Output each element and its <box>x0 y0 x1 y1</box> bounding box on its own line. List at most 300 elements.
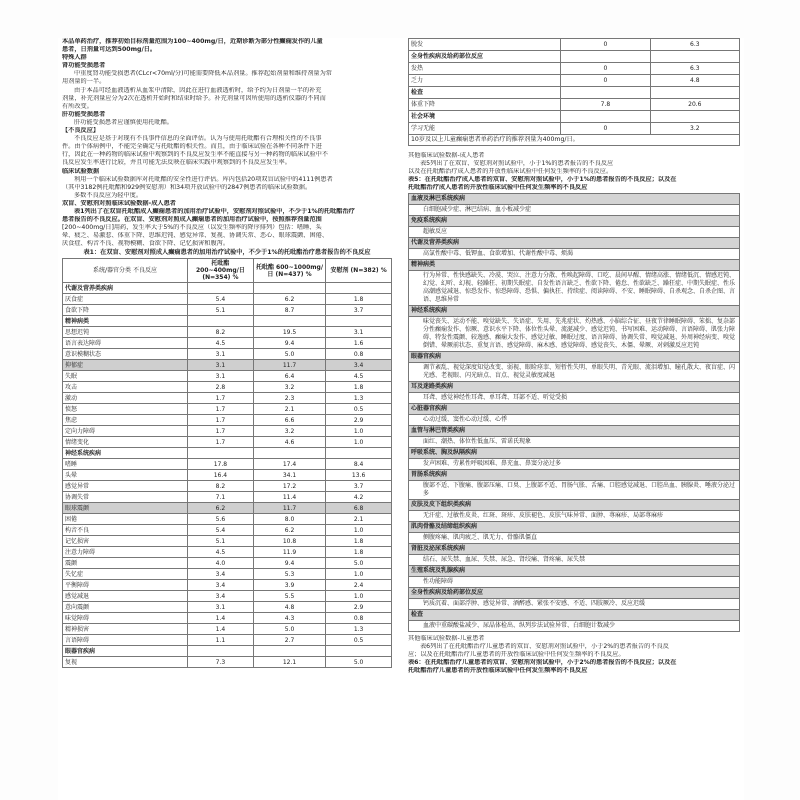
row-label: 思想迟钝 <box>63 327 188 338</box>
soc-title: 免疫系统疾病 <box>409 215 740 226</box>
row-value <box>253 646 325 657</box>
row-label: 头晕 <box>63 470 188 481</box>
text-line: 表1列出了在双盲托吡酯成人癫痫患者的加用治疗试验中，安慰剂对照试验中，不少于1%的托吡酯治疗 <box>74 207 355 215</box>
row-label: 体重下降 <box>409 99 561 111</box>
table-category-row <box>409 87 740 99</box>
row-label: 困倦 <box>63 514 188 525</box>
row-label: 失眠 <box>63 371 188 382</box>
soc-header-row <box>409 543 740 554</box>
row-label: 检查 <box>409 87 561 99</box>
text-line: 不良反应是基于对现有不良事件信息的全面评估。认为与使用托吡酯有合理相关性的不良事 <box>74 135 322 143</box>
text-line: 应；以及在托吡酯治疗儿童患者的开放性临床试验中任何发生频率的不良反应。 <box>408 650 625 658</box>
text-line: 肝功能受损患者应谨慎使用托吡酯。 <box>74 118 173 126</box>
table-category-row <box>63 283 392 294</box>
row-value: 5.0 <box>253 624 325 635</box>
table1-header <box>63 259 392 283</box>
row-value: 7.8 <box>561 99 650 111</box>
table-row <box>63 437 392 448</box>
row-label: 厌食症 <box>63 294 188 305</box>
row-value: 1.7 <box>188 404 254 415</box>
row-label: 感觉减退 <box>63 591 188 602</box>
soc-header-row <box>409 305 740 316</box>
soc-title: 血管与淋巴管类疾病 <box>409 425 740 436</box>
row-label: 精神损害 <box>63 624 188 635</box>
table4-continued <box>408 38 740 135</box>
text-line: 多数不良反应为轻中度。 <box>74 191 143 199</box>
row-value <box>561 111 650 123</box>
soc-items: 腹部不适、下腹痛、腹部压痛、口臭、上腹部不适、胃肠气胀、舌痛、口腔感觉减退、口腔出血、胰腺炎、唾液分泌过多 <box>409 480 740 499</box>
text-line: 其他临床试验数据-成人患者 <box>408 152 485 160</box>
row-value: 1.0 <box>326 569 392 580</box>
table-row <box>63 327 392 338</box>
soc-title: 呼吸系统、胸及纵隔疾病 <box>409 447 740 458</box>
soc-items-row <box>409 458 740 469</box>
text-line: 用剂量的一半。 <box>62 78 106 86</box>
soc-items: 耳聋、感觉神经性耳聋、单耳聋、耳部不适、听觉受损 <box>409 392 740 403</box>
text-line: 剂量，补充剂量应分为2次在透析开始时和结束时给予。补充剂量可因所使用的透析仪器的不同而 <box>62 94 326 102</box>
row-label: 感觉异常 <box>63 481 188 492</box>
row-value: 2.8 <box>188 382 254 393</box>
soc-items-row <box>409 598 740 609</box>
row-value: 12.1 <box>253 657 325 668</box>
row-value: 2.7 <box>253 635 325 646</box>
row-value: 1.8 <box>326 536 392 547</box>
text-line: （其中3182例托吡酯和929例安慰剂）和34项开放试验中的2847例患者的临床试验数据。 <box>62 183 312 191</box>
row-value: 3.1 <box>188 602 254 613</box>
soc-items: 行为异常、性快感缺失、冷漠、哭泣、注意力分散、性唤起障碍、口吃、晨间早醒、情绪高涨、情绪低沉、情感迟钝、幻觉、幻听、幻视、轻躁狂、初期失眠症、自发性语言缺乏、性欲下降、倦怠、性欲缺乏、躁狂症、中期失眠症、性乐高潮感觉减退、惊恐发作、惊恐障碍、恐惧、偏执狂、持续症、阅读障碍、不安、睡眠障碍、自杀观念、自杀企图、言语、思维异常 <box>409 270 740 305</box>
text-line: 患者，日剂量可达到500mg/日。 <box>62 46 157 54</box>
header-placebo: 安慰剂 (N=382) % <box>326 259 392 283</box>
row-value: 11.7 <box>253 360 325 371</box>
soc-items-row <box>409 510 740 521</box>
soc-title: 精神病类 <box>409 259 740 270</box>
table-row <box>63 624 392 635</box>
soc-items-row <box>409 480 740 499</box>
soc-items-row <box>409 620 740 631</box>
row-value: 9.4 <box>253 558 325 569</box>
table-row <box>63 602 392 613</box>
row-label: 语言表达障碍 <box>63 338 188 349</box>
row-value: 3.9 <box>253 580 325 591</box>
text-line: 特殊人群 <box>62 54 87 62</box>
soc-items: 面红、潮热、体位性低血压、雷诺氏现象 <box>409 436 740 447</box>
table-row <box>63 514 392 525</box>
row-value: 1.4 <box>188 624 254 635</box>
row-label: 意向震颤 <box>63 602 188 613</box>
intro-text <box>62 38 392 248</box>
row-value: 1.8 <box>326 547 392 558</box>
row-value: 4.0 <box>188 558 254 569</box>
row-value: 34.1 <box>253 470 325 481</box>
text-line: 有所改变。 <box>62 102 93 110</box>
row-value: 3.4 <box>326 360 392 371</box>
row-label: 乏力 <box>409 75 561 87</box>
soc-header-row <box>409 351 740 362</box>
row-label: 全身性疾病及给药部位反应 <box>409 51 561 63</box>
table-row <box>409 39 740 51</box>
row-label: 脱发 <box>409 39 561 51</box>
row-label: 注意力障碍 <box>63 547 188 558</box>
text-line: 肝功能受损患者 <box>62 110 106 118</box>
text-line: 【不良反应】 <box>62 127 100 135</box>
text-line: 双盲、安慰剂对照临床试验数据-成人患者 <box>62 199 176 207</box>
row-value: 2.4 <box>326 580 392 591</box>
soc-header-row <box>409 237 740 248</box>
row-label: 精神病类 <box>63 316 188 327</box>
row-value: 0 <box>561 63 650 75</box>
table6-intro <box>408 635 740 675</box>
soc-title: 检查 <box>409 609 740 620</box>
row-value: 1.8 <box>326 382 392 393</box>
soc-items: 无汗症、过敏性皮炎、红斑、斑疹、皮肤褪色、皮肤气味异常、面肿、荨麻疹、局部荨麻疹 <box>409 510 740 521</box>
row-value: 4.5 <box>188 338 254 349</box>
text-line: 托吡酯治疗儿童患者的开放性临床试验中任何发生频率的不良反应 <box>408 666 588 674</box>
table-row <box>63 360 392 371</box>
soc-items: 白细胞减少症、淋巴结病、血小板减少症 <box>409 204 740 215</box>
row-value: 0 <box>561 39 650 51</box>
header-dose-low: 托吡酯 200~400mg/日 (N=354) % <box>188 259 254 283</box>
row-value: 9.4 <box>253 338 325 349</box>
soc-items-row <box>409 554 740 565</box>
text-line: 表5：在托吡酯治疗成人患者的双盲、安慰剂对照试验中，小于1%的患者报告的不良反应；以及在 <box>408 176 677 184</box>
table-row <box>63 503 392 514</box>
row-label: 学习无能 <box>409 123 561 135</box>
row-value: 11.4 <box>253 492 325 503</box>
row-value: 1.4 <box>188 613 254 624</box>
soc-items: 超敏反应 <box>409 226 740 237</box>
row-label: 味觉障碍 <box>63 613 188 624</box>
row-label: 抑郁症 <box>63 360 188 371</box>
soc-items-row <box>409 226 740 237</box>
table-row <box>63 591 392 602</box>
row-label: 协调失常 <box>63 492 188 503</box>
table-row <box>63 525 392 536</box>
soc-items-row <box>409 248 740 259</box>
table-row <box>409 99 740 111</box>
soc-items-row <box>409 576 740 587</box>
row-label: 构音不良 <box>63 525 188 536</box>
row-value: 13.6 <box>326 470 392 481</box>
row-value <box>326 283 392 294</box>
row-value: 3.1 <box>188 360 254 371</box>
text-line: 晕、疲乏、易激惹、体重下降、思维迟钝、感觉异常、复视、协调失常、恶心、眼球震颤、困倦、 <box>62 232 329 240</box>
row-value <box>326 316 392 327</box>
soc-items: 发声困难、劳累性呼吸困难、鼻充血、鼻窦分泌过多 <box>409 458 740 469</box>
row-label: 社会环境 <box>409 111 561 123</box>
soc-items: 调节紊乱、视觉深度知觉改变、弱视、眼睑痉挛、短暂性失明、单眼失明、青光眼、流泪增加、瞳孔散大、夜盲症、闪光感、老视眼、闪光暗点、盲点、视觉灵敏度减退 <box>409 362 740 381</box>
row-label: 眼球震颤 <box>63 503 188 514</box>
soc-title: 生殖系统及乳腺疾病 <box>409 565 740 576</box>
row-value: 5.1 <box>188 536 254 547</box>
row-value: 17.8 <box>188 459 254 470</box>
soc-header-row <box>409 565 740 576</box>
row-label: 记忆损害 <box>63 536 188 547</box>
table-category-row <box>63 448 392 459</box>
soc-header-row <box>409 193 740 204</box>
row-label: 激动 <box>63 393 188 404</box>
row-value <box>650 51 739 63</box>
row-value: 3.4 <box>188 569 254 580</box>
soc-header-row <box>409 381 740 392</box>
soc-header-row <box>409 447 740 458</box>
row-value: 19.5 <box>253 327 325 338</box>
row-value: 6.3 <box>650 39 739 51</box>
row-value <box>650 87 739 99</box>
soc-items-row <box>409 532 740 543</box>
row-value: 3.1 <box>188 371 254 382</box>
table-row <box>63 338 392 349</box>
soc-items: 性功能障碍 <box>409 576 740 587</box>
text-line: 良反应发生率进行比较，并且可能无法反映在临床实践中观察到的不良反应发生率。 <box>62 159 291 167</box>
text-line: 件。由个体病例中，不能完全确定与托吡酯的相关性。而且，由于临床试验在各种不同条件下进 <box>62 143 322 151</box>
soc-title: 胃肠系统疾病 <box>409 469 740 480</box>
soc-header-row <box>409 403 740 414</box>
row-value: 6.6 <box>253 415 325 426</box>
row-value: 3.2 <box>650 123 739 135</box>
soc-items: 血液中重碳酸盐减少、尿晶体检出、纵列步法试验异常、白细胞计数减少 <box>409 620 740 631</box>
row-value: 3.1 <box>326 327 392 338</box>
table-row <box>63 404 392 415</box>
soc-title: 心脏器官疾病 <box>409 403 740 414</box>
row-value <box>326 646 392 657</box>
soc-title: 眼器官疾病 <box>409 351 740 362</box>
table5-intro <box>408 152 740 192</box>
text-line: 其他临床试验数据-儿童患者 <box>408 634 485 642</box>
row-value: 1.3 <box>326 624 392 635</box>
table-row <box>63 635 392 646</box>
soc-items: 高氯性酸中毒、低钾血、食欲增加、代谢性酸中毒、烦渴 <box>409 248 740 259</box>
row-label: 食欲下降 <box>63 305 188 316</box>
soc-items-row <box>409 204 740 215</box>
row-value: 3.7 <box>326 481 392 492</box>
row-value: 1.6 <box>326 338 392 349</box>
row-value: 4.8 <box>650 75 739 87</box>
row-value: 17.4 <box>253 459 325 470</box>
row-value: 2.9 <box>326 415 392 426</box>
row-value: 11.7 <box>253 503 325 514</box>
row-value: 5.0 <box>326 657 392 668</box>
text-line: 临床试验数据 <box>62 167 100 175</box>
row-value: 6.2 <box>188 503 254 514</box>
row-value: 16.4 <box>188 470 254 481</box>
soc-header-row <box>409 215 740 226</box>
table-row <box>409 63 740 75</box>
row-value <box>188 646 254 657</box>
right-column <box>408 38 740 675</box>
row-value: 11.9 <box>253 547 325 558</box>
row-value: 6.8 <box>326 503 392 514</box>
table-category-row <box>409 111 740 123</box>
soc-title: 血液及淋巴系统疾病 <box>409 193 740 204</box>
text-line: 肾功能受损患者 <box>62 62 106 70</box>
soc-title: 代谢及营养类疾病 <box>409 237 740 248</box>
text-line: 厌食症、构音不良、视物模糊、食欲下降、记忆损害和腹泻。 <box>62 240 230 248</box>
leaflet-sheet <box>58 38 744 800</box>
row-value: 10.8 <box>253 536 325 547</box>
row-label: 意识模糊状态 <box>63 349 188 360</box>
row-value: 3.2 <box>253 382 325 393</box>
row-value: 1.7 <box>188 415 254 426</box>
row-value: 2.9 <box>326 602 392 613</box>
row-value: 6.2 <box>253 294 325 305</box>
row-value: 1.3 <box>326 393 392 404</box>
row-value: 3.7 <box>326 305 392 316</box>
soc-items-row <box>409 362 740 381</box>
soc-header-row <box>409 609 740 620</box>
row-label: 定向力障碍 <box>63 426 188 437</box>
row-value: 1.0 <box>326 437 392 448</box>
row-value: 1.7 <box>188 393 254 404</box>
row-label: 失忆症 <box>63 569 188 580</box>
table-row <box>63 459 392 470</box>
row-value: 1.0 <box>326 426 392 437</box>
table-row <box>63 657 392 668</box>
text-line: 托吡酯治疗成人患者的开放性临床试验中任何发生频率的不良反应 <box>408 184 588 192</box>
table-row <box>409 75 740 87</box>
row-value: 4.3 <box>253 613 325 624</box>
row-value: 1.0 <box>326 525 392 536</box>
row-label: 神经系统疾病 <box>63 448 188 459</box>
table-row <box>63 371 392 382</box>
table-row <box>63 305 392 316</box>
row-label: 平衡障碍 <box>63 580 188 591</box>
table-category-row <box>409 51 740 63</box>
row-value: 5.4 <box>188 525 254 536</box>
soc-items: 心动过缓、窦性心动过缓、心悸 <box>409 414 740 425</box>
row-value: 2.1 <box>326 514 392 525</box>
row-value <box>188 283 254 294</box>
row-value: 3.4 <box>188 580 254 591</box>
table-row <box>63 492 392 503</box>
table-row <box>63 580 392 591</box>
soc-header-row <box>409 425 740 436</box>
soc-items-row <box>409 414 740 425</box>
table1-caption: 表1：在双盲、安慰剂对照成人癫痫患者的加用治疗试验中，不少于1%的托吡酯治疗患者报告的不良反应 <box>83 249 371 257</box>
soc-items-row <box>409 436 740 447</box>
table-row <box>63 547 392 558</box>
row-value <box>326 448 392 459</box>
table-row <box>63 481 392 492</box>
table-category-row <box>63 316 392 327</box>
soc-header-row <box>409 259 740 270</box>
soc-items-row <box>409 392 740 403</box>
row-label: 复视 <box>63 657 188 668</box>
row-value: 6.4 <box>253 371 325 382</box>
table-category-row <box>63 646 392 657</box>
row-value: 0.5 <box>326 635 392 646</box>
row-value <box>188 448 254 459</box>
row-label: 震颤 <box>63 558 188 569</box>
row-value: 6.3 <box>650 63 739 75</box>
table-row <box>63 558 392 569</box>
table-row <box>63 536 392 547</box>
row-value: 1.1 <box>188 635 254 646</box>
soc-title: 肾脏及泌尿系统疾病 <box>409 543 740 554</box>
row-value: 1.8 <box>326 294 392 305</box>
text-line: 表5列出了在双盲、安慰剂对照试验中，小于1%的患者报告的不良反应 <box>420 160 614 168</box>
row-label: 愤怒 <box>63 404 188 415</box>
row-value: 5.4 <box>188 294 254 305</box>
row-value <box>561 87 650 99</box>
row-value: 8.7 <box>253 305 325 316</box>
text-line: 以及在托吡酯治疗成人患者的开放性临床试验中任何发生频率的不良反应。 <box>408 168 613 176</box>
table1 <box>62 258 392 668</box>
row-value: 5.1 <box>188 305 254 316</box>
table4-note: 10岁及以上儿童癫痫患者单药治疗的推荐剂量为400mg/日。 <box>408 135 740 146</box>
row-value: 1.7 <box>188 437 254 448</box>
table-row <box>63 393 392 404</box>
row-value: 1.7 <box>188 426 254 437</box>
header-system: 系统/器官分类 不良反应 <box>63 259 188 283</box>
table-row <box>63 426 392 437</box>
text-line: 表6列出了在托吡酯治疗儿童患者的双盲、安慰剂对照试验中，小于2%的患者报告的不良反 <box>420 642 669 650</box>
row-value: 2.1 <box>253 404 325 415</box>
text-line: 由于本品可经血液透析从血浆中清除，因此在进行血液透析时，给予约为日剂量一半的补充 <box>74 86 322 94</box>
text-line: 表6：在托吡酯治疗儿童患者的双盲、安慰剂对照试验中，小于2%的患者报告的不良反应；以及在 <box>408 658 677 666</box>
soc-title: 全身性疾病及给药部位反应 <box>409 587 740 598</box>
soc-items: 侧腹疼痛、肌肉疲乏、肌无力、骨骼肌僵直 <box>409 532 740 543</box>
row-value: 3.2 <box>253 426 325 437</box>
row-value <box>561 51 650 63</box>
row-value: 4.2 <box>326 492 392 503</box>
soc-header-row <box>409 469 740 480</box>
row-value: 0 <box>561 75 650 87</box>
row-value: 8.0 <box>253 514 325 525</box>
soc-items: 结石、尿失禁、血尿、失禁、尿急、肾绞痛、肾疼痛、尿失禁 <box>409 554 740 565</box>
table-row <box>63 415 392 426</box>
row-value: 7.1 <box>188 492 254 503</box>
row-value <box>253 316 325 327</box>
soc-title: 肌肉骨骼及结缔组织疾病 <box>409 521 740 532</box>
table-row <box>63 470 392 481</box>
row-value: 4.6 <box>253 437 325 448</box>
text-line: 本品单药治疗，推荐初始目标剂量范围为100~400mg/日，近期诊断为部分性癫痫发作的儿童 <box>62 38 323 45</box>
soc-items: 味觉丧失、运动不能、嗅觉缺失、失语症、失用、先兆症状、灼热感、小脑综合征、昼夜节律睡眠障碍、笨拙、复杂部分性癫痫发作、惊厥、意识水平下降、体位性头晕、流涎减少、感觉迟钝、书写困难、运动障碍、言语障碍、肌张力障碍、特发性震颤、较逸感、癫痫大发作、感觉过敏、睡眠过度、语言障碍、协调失常、嗅觉减退、外周神经病变、嗅觉倒错、晕厥前状态、重复言语、感觉障碍、麻木感、感觉障碍、感觉丧失、木僵、晕厥、对刺激反应迟钝 <box>409 316 740 351</box>
row-value: 3.1 <box>188 349 254 360</box>
soc-items: 钙质沉着、面部浮肿、感觉异常、酒醉感、紧张不安感、不适、四肢厥冷、反应迟缓 <box>409 598 740 609</box>
row-value: 5.5 <box>253 591 325 602</box>
soc-title: 皮肤及皮下组织类疾病 <box>409 499 740 510</box>
row-value: 0.5 <box>326 404 392 415</box>
row-value: 0.8 <box>326 613 392 624</box>
row-label: 嗜睡 <box>63 459 188 470</box>
row-label: 情绪变化 <box>63 437 188 448</box>
soc-items-row <box>409 316 740 351</box>
row-value: 4.5 <box>326 371 392 382</box>
soc-header-row <box>409 587 740 598</box>
left-column <box>62 38 392 668</box>
soc-title: 神经系统疾病 <box>409 305 740 316</box>
row-value: 8.2 <box>188 481 254 492</box>
table5 <box>408 193 740 632</box>
row-label: 眼器官疾病 <box>63 646 188 657</box>
row-value: 8.2 <box>188 327 254 338</box>
row-value: 6.2 <box>253 525 325 536</box>
row-value <box>188 316 254 327</box>
soc-header-row <box>409 499 740 510</box>
row-value: 5.0 <box>326 558 392 569</box>
row-value: 20.6 <box>650 99 739 111</box>
row-value: 17.2 <box>253 481 325 492</box>
table-row <box>63 382 392 393</box>
row-value: 4.5 <box>188 547 254 558</box>
row-value: 4.8 <box>253 602 325 613</box>
row-value: 7.3 <box>188 657 254 668</box>
text-line: 患者报告的不良反应。在双盲、安慰剂对照成人癫痫患者的加用治疗试验中，按照推荐剂量范围 <box>62 216 322 224</box>
row-value <box>253 283 325 294</box>
row-value: 8.4 <box>326 459 392 470</box>
row-label: 言语障碍 <box>63 635 188 646</box>
